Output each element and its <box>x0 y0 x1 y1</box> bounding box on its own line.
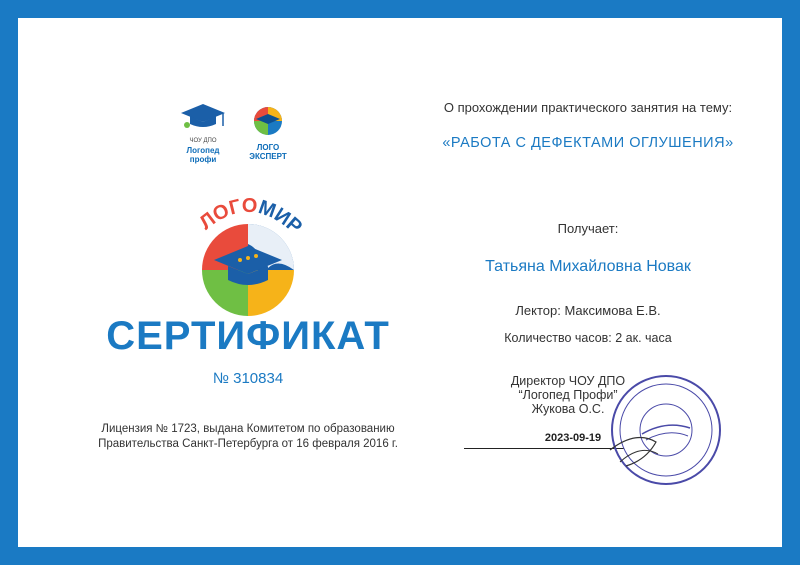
license-line-1: Лицензия № 1723, выдана Комитетом по образованию <box>101 423 395 435</box>
logoped-profi-line1: ЧОУ ДПО <box>189 138 217 144</box>
lecturer: Лектор: Максимова Е.В. <box>515 303 661 318</box>
logo-expert-logo <box>238 104 298 170</box>
license-line-2: Правительства Санкт-Петербурга от 16 февраля 2016 г. <box>98 438 398 450</box>
signature-line <box>464 448 624 449</box>
director-line-1: Директор ЧОУ ДПО <box>510 374 626 388</box>
director-line-2: “Логопед Профи” <box>518 388 618 402</box>
logoped-profi-line3: профи <box>189 155 217 164</box>
topic-intro: О прохождении практического занятия на тему: <box>443 100 733 115</box>
recipient-name: Татьяна Михайловна Новак <box>485 258 691 275</box>
logo-expert-line1: ЛОГО <box>256 143 280 152</box>
logo-expert-line2: ЭКСПЕРТ <box>249 152 287 161</box>
globe-graduation-cap-icon <box>178 188 318 318</box>
certificate-title: СЕРТИФИКАТ <box>106 314 390 358</box>
logoped-profi-logo <box>173 102 233 168</box>
director-line-3: Жукова О.С. <box>531 402 605 416</box>
graduation-cap-icon <box>173 102 233 132</box>
globe-cap-icon <box>238 104 298 138</box>
certificate-sheet <box>18 18 782 547</box>
logoped-profi-line2: Логопед <box>186 146 220 155</box>
stamp-seal-icon <box>606 370 726 490</box>
certificate-number: № 310834 <box>212 370 284 387</box>
logomir-logo <box>178 188 318 318</box>
course-topic: «РАБОТА С ДЕФЕКТАМИ ОГЛУШЕНИЯ» <box>442 135 734 151</box>
recipient-label: Получает: <box>557 221 619 236</box>
signature-date: 2023-09-19 <box>544 432 602 444</box>
logomir-wordmark: ЛОГОМИР <box>195 194 307 239</box>
organization-stamp <box>606 370 726 490</box>
license-info <box>58 422 438 452</box>
hours: Количество часов: 2 ак. часа <box>504 331 672 345</box>
